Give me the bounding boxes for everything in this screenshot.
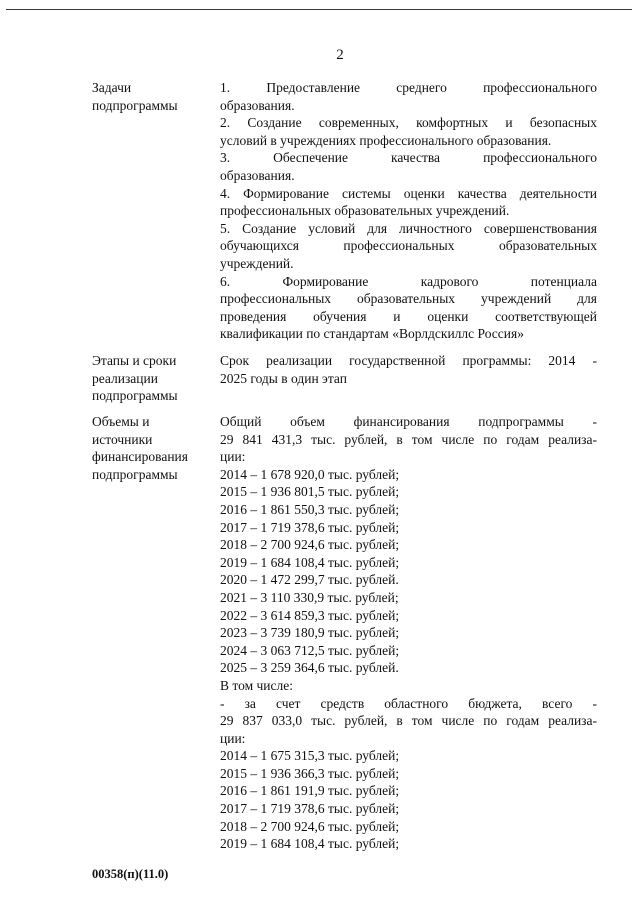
content-line: Общий объем финансирования подпрограммы - (220, 414, 597, 429)
footer-document-code: 00358(п)(11.0) (92, 867, 169, 881)
content-line: 29 837 033,0 тыс. рублей, в том числе по годам реализа- (220, 713, 597, 729)
section-label-line: реализации (92, 370, 158, 386)
section-label-line: финансирования (92, 449, 188, 465)
content-line: образования. (220, 97, 295, 113)
top-rule (6, 9, 632, 10)
content-line: В том числе: (220, 677, 293, 693)
section-content (220, 79, 597, 343)
content-line: 2017 – 1 719 378,6 тыс. рублей; (220, 801, 400, 817)
section-label (92, 413, 212, 483)
content-line: 2014 – 1 678 920,0 тыс. рублей; (220, 466, 400, 482)
section-label-line: источники (92, 431, 153, 447)
content-line: ции: (220, 730, 246, 746)
section-content (220, 413, 597, 853)
content-line: квалификации по стандартам «Ворлдскиллс Россия» (220, 326, 524, 342)
section-content (220, 352, 597, 387)
content-line: 5. Создание условий для личностного совершенствования (220, 220, 597, 236)
content-line: 2014 – 1 675 315,3 тыс. рублей; (220, 748, 400, 764)
content-line: 2024 – 3 063 712,5 тыс. рублей; (220, 642, 400, 658)
content-line: 2. Создание современных, комфортных и безопасных (220, 115, 597, 131)
content-line: 29 841 431,3 тыс. рублей, в том числе по годам реализа- (220, 431, 597, 447)
content-line: учреждений. (220, 255, 294, 271)
content-line: 6. Формирование кадрового потенциала (220, 273, 597, 289)
content-line: 2018 – 2 700 924,6 тыс. рублей; (220, 818, 400, 834)
content-line: Срок реализации государственной программы: 2014 - (220, 353, 597, 368)
content-line: 2017 – 1 719 378,6 тыс. рублей; (220, 519, 400, 535)
content-line: 2023 – 3 739 180,9 тыс. рублей; (220, 625, 400, 641)
content-line: профессиональных образовательных учреждений. (220, 203, 510, 219)
section-label-line: подпрограммы (92, 466, 178, 482)
section-label-line: подпрограммы (92, 388, 178, 404)
section-label (92, 79, 212, 114)
content-line: 2015 – 1 936 366,3 тыс. рублей; (220, 765, 400, 781)
content-line: 2019 – 1 684 108,4 тыс. рублей; (220, 836, 400, 852)
content-line: профессиональных образовательных учреждений для (220, 291, 597, 307)
content-line: 2018 – 2 700 924,6 тыс. рублей; (220, 537, 400, 553)
content-line: 2022 – 3 614 859,3 тыс. рублей; (220, 607, 400, 623)
content-line: 2016 – 1 861 550,3 тыс. рублей; (220, 501, 400, 517)
content-line: проведения обучения и оценки соответствующей (220, 308, 597, 324)
section-label-line: Объемы и (92, 414, 150, 429)
content-line: 2025 годы в один этап (220, 370, 347, 386)
section-label-line: Задачи (92, 80, 132, 95)
content-line: 2020 – 1 472 299,7 тыс. рублей. (220, 572, 399, 588)
content-line: 4. Формирование системы оценки качества деятельности (220, 185, 597, 201)
content-line: образования. (220, 167, 295, 183)
section-label-line: подпрограммы (92, 97, 178, 113)
section-label-line: Этапы и сроки (92, 353, 177, 368)
content-line: 3. Обеспечение качества профессионального (220, 150, 597, 166)
content-line: ции: (220, 449, 246, 465)
content-line: условий в учреждениях профессионального образования. (220, 132, 552, 148)
content-line: обучающихся профессиональных образовательных (220, 238, 597, 254)
content-line: 1. Предоставление среднего профессионального (220, 80, 597, 95)
page-number: 2 (336, 47, 344, 63)
section-label (92, 352, 212, 405)
content-line: 2019 – 1 684 108,4 тыс. рублей; (220, 554, 400, 570)
content-line: 2025 – 3 259 364,6 тыс. рублей. (220, 660, 399, 676)
content-line: 2016 – 1 861 191,9 тыс. рублей; (220, 783, 400, 799)
content-line: 2021 – 3 110 330,9 тыс. рублей; (220, 589, 399, 605)
content-line: 2015 – 1 936 801,5 тыс. рублей; (220, 484, 400, 500)
content-line: - за счет средств областного бюджета, всего - (220, 695, 597, 711)
